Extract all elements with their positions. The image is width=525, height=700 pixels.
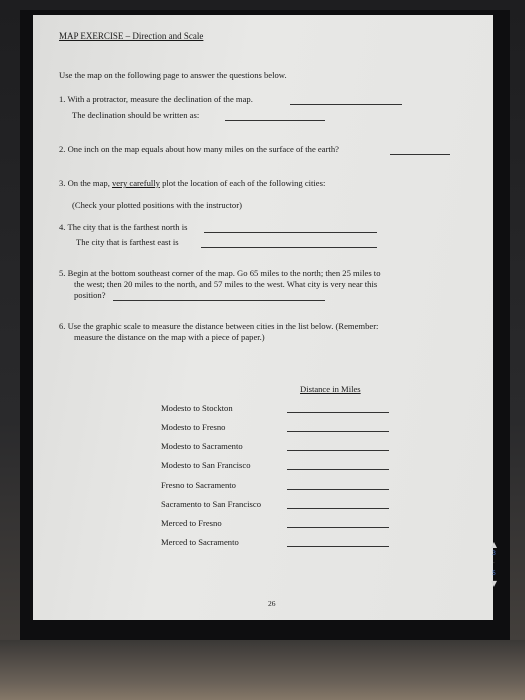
distance-blank[interactable] (287, 527, 389, 528)
desk-background (0, 640, 525, 700)
question-1-sub: The declination should be written as: (72, 110, 200, 120)
question-5-line3: position? (74, 290, 106, 300)
city-pair-label: Modesto to Sacramento (161, 441, 243, 451)
question-3: 3. On the map, very carefully plot the location of each of the following cities: (59, 178, 326, 188)
question-3-note: (Check your plotted positions with the instructor) (72, 200, 242, 210)
page-divider: · (493, 560, 495, 567)
worksheet-title: MAP EXERCISE – Direction and Scale (59, 31, 204, 41)
answer-blank-2[interactable] (390, 154, 450, 155)
city-pair-label: Merced to Sacramento (161, 537, 239, 547)
distance-column-header: Distance in Miles (300, 384, 361, 394)
triangle-down-icon[interactable]: ▼ (490, 579, 498, 588)
distance-blank[interactable] (287, 546, 389, 547)
intro-text: Use the map on the following page to answer the questions below. (59, 70, 287, 80)
answer-blank-4a[interactable] (204, 232, 377, 233)
question-4: 4. The city that is the farthest north is (59, 222, 188, 232)
distance-blank[interactable] (287, 489, 389, 490)
distance-blank[interactable] (287, 469, 389, 470)
total-pages-indicator: 5 (492, 570, 496, 577)
answer-blank-1a[interactable] (290, 104, 402, 105)
page-number: 26 (268, 599, 276, 608)
distance-blank[interactable] (287, 412, 389, 413)
answer-blank-4b[interactable] (201, 247, 377, 248)
answer-blank-1b[interactable] (225, 120, 325, 121)
triangle-up-icon[interactable]: ▲ (490, 540, 498, 549)
question-5-line2: the west; then 20 miles to the north, and 57 miles to the west. What city is very near this (74, 279, 378, 289)
distance-blank[interactable] (287, 450, 389, 451)
city-pair-label: Sacramento to San Francisco (161, 499, 261, 509)
city-pair-label: Modesto to Stockton (161, 403, 233, 413)
city-pair-label: Merced to Fresno (161, 518, 222, 528)
distance-blank[interactable] (287, 431, 389, 432)
city-pair-label: Fresno to Sacramento (161, 480, 236, 490)
emphasis-very-carefully: very carefully (112, 178, 160, 188)
question-4-sub: The city that is farthest east is (76, 237, 179, 247)
question-6-line2: measure the distance on the map with a piece of paper.) (74, 332, 265, 342)
city-pair-label: Modesto to San Francisco (161, 460, 251, 470)
current-page-indicator: 3 (492, 550, 496, 557)
page-navigator (487, 540, 501, 600)
question-5-line1: 5. Begin at the bottom southeast corner of the map. Go 65 miles to the north; then 25 miles to (59, 268, 381, 278)
city-pair-label: Modesto to Fresno (161, 422, 226, 432)
question-2: 2. One inch on the map equals about how many miles on the surface of the earth? (59, 144, 339, 154)
worksheet-page (33, 15, 493, 620)
question-6-line1: 6. Use the graphic scale to measure the distance between cities in the list below. (Remember: (59, 321, 379, 331)
question-1: 1. With a protractor, measure the declination of the map. (59, 94, 253, 104)
distance-blank[interactable] (287, 508, 389, 509)
answer-blank-5[interactable] (113, 300, 325, 301)
